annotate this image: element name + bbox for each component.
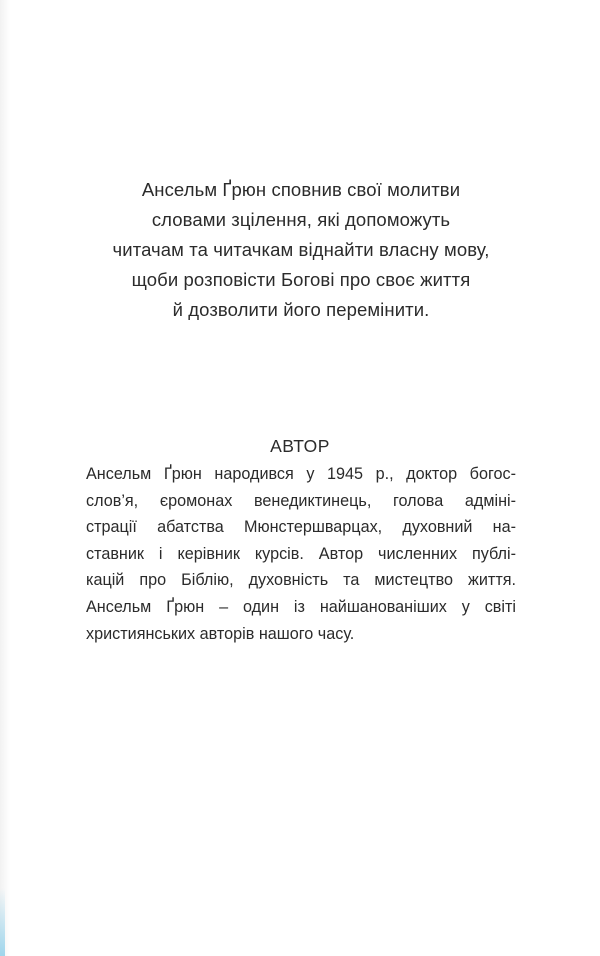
author-bio-line: ставник і керівник курсів. Автор численних публі- <box>86 544 516 563</box>
author-bio-line: страції абатства Мюнстершварцах, духовний на- <box>86 518 516 537</box>
blurb-line: словами зцілення, які допоможуть <box>151 209 451 230</box>
page-edge <box>0 0 10 956</box>
author-bio <box>86 461 516 647</box>
author-bio-line: Ансельм Ґрюн – один із найшанованіших у світі <box>86 597 516 616</box>
author-heading: АВТОР <box>270 436 330 456</box>
blurb-line: Ансельм Ґрюн сповнив свої молитви <box>141 179 461 200</box>
blurb-line: й дозволити його перемінити. <box>172 299 430 320</box>
blurb-line: читачам та читачкам віднайти власну мову, <box>112 239 490 260</box>
author-bio-line: кацій про Біблію, духовність та мистецтво життя. <box>86 571 516 590</box>
author-bio-line: Ансельм Ґрюн народився у 1945 р., доктор богос- <box>86 465 516 483</box>
author-bio-line: християнських авторів нашого часу. <box>86 624 355 643</box>
blurb-line: щоби розповісти Богові про своє життя <box>131 269 471 290</box>
author-bio-line: слов’я, єромонах венедиктинець, голова адміні- <box>86 491 516 510</box>
page-edge-accent <box>0 888 5 956</box>
blurb-text <box>86 175 516 325</box>
